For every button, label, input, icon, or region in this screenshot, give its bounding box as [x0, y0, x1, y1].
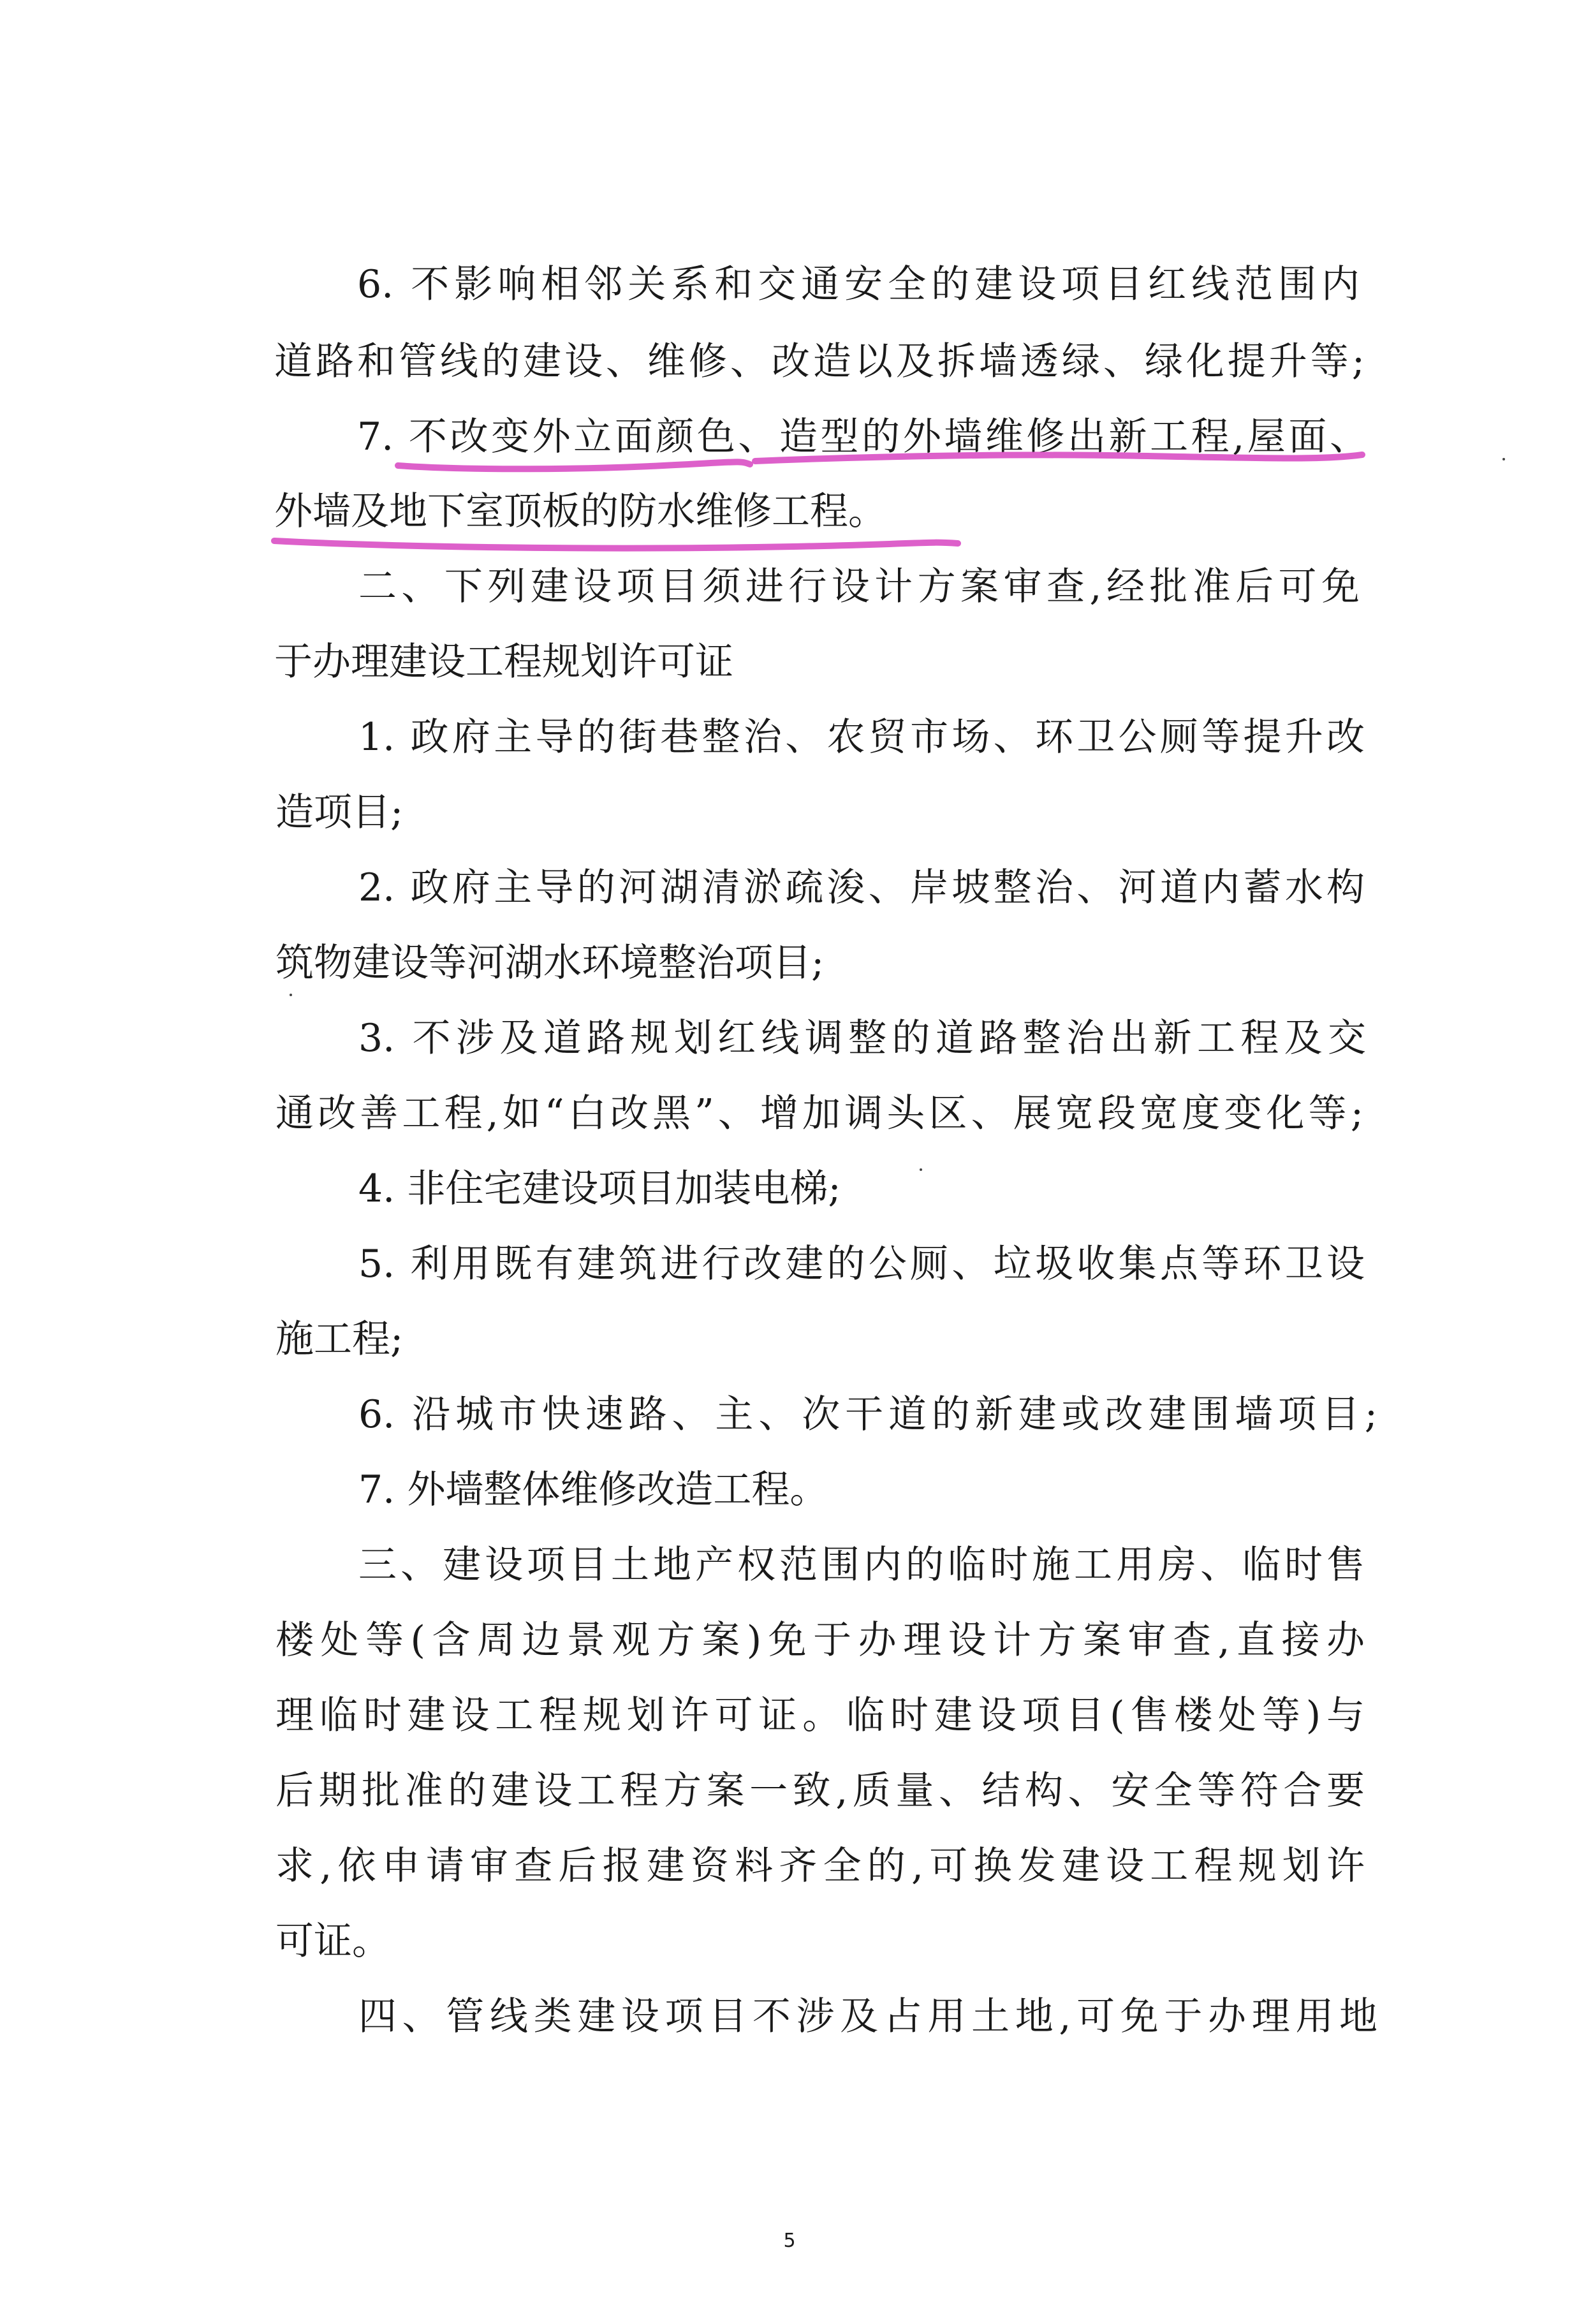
text-line-24: 四、管线类建设项目不涉及占用土地,可免于办理用地	[358, 1994, 1377, 2039]
text-line-19: 楼处等(含周边景观方案)免于办理设计方案审查,直接办	[275, 1618, 1365, 1663]
text-line-23: 可证。	[275, 1919, 390, 1964]
text-line-15: 施工程;	[275, 1317, 404, 1362]
highlight-underline-1	[395, 457, 753, 474]
text-line-1: 6. 不影响相邻关系和交通安全的建设项目红线范围内	[357, 262, 1360, 307]
scan-speck	[290, 994, 292, 996]
text-line-10: 筑物建设等河湖水环境整治项目;	[275, 941, 825, 985]
text-line-21: 后期批准的建设工程方案一致,质量、结构、安全等符合要	[275, 1769, 1365, 1813]
text-line-12: 通改善工程,如“白改黑”、增加调头区、展宽段宽度变化等;	[275, 1091, 1363, 1136]
text-line-4: 外墙及地下室顶板的防水维修工程。	[274, 489, 886, 534]
text-line-22: 求,依申请审查后报建资料齐全的,可换发建设工程规划许	[275, 1844, 1365, 1888]
scan-speck	[1502, 458, 1505, 460]
highlight-underline-2	[753, 450, 1365, 467]
text-line-11: 3. 不涉及道路规划红线调整的道路整治出新工程及交	[358, 1016, 1366, 1061]
text-line-20: 理临时建设工程规划许可证。临时建设项目(售楼处等)与	[275, 1693, 1365, 1738]
text-line-3: 7. 不改变外立面颜色、造型的外墙维修出新工程,屋面、	[357, 415, 1368, 459]
text-line-9: 2. 政府主导的河湖清淤疏浚、岸坡整治、河道内蓄水构	[358, 865, 1365, 910]
text-line-14: 5. 利用既有建筑进行改建的公厕、垃圾收集点等环卫设	[358, 1242, 1365, 1286]
text-line-6: 于办理建设工程规划许可证	[274, 640, 733, 684]
highlight-underline-3	[272, 536, 960, 554]
text-line-5: 二、下列建设项目须进行设计方案审查,经批准后可免	[358, 564, 1360, 609]
text-line-18: 三、建设项目土地产权范围内的临时施工用房、临时售	[358, 1543, 1365, 1587]
text-line-7: 1. 政府主导的街巷整治、农贸市场、环卫公厕等提升改	[358, 715, 1365, 760]
scan-speck	[920, 1168, 922, 1171]
text-line-2: 道路和管线的建设、维修、改造以及拆墙透绿、绿化提升等;	[274, 339, 1365, 384]
text-line-17: 7. 外墙整体维修改造工程。	[358, 1467, 828, 1512]
text-line-16: 6. 沿城市快速路、主、次干道的新建或改建围墙项目;	[358, 1392, 1377, 1437]
page-number: 5	[783, 2230, 796, 2252]
text-line-13: 4. 非住宅建设项目加装电梯;	[358, 1166, 841, 1211]
text-line-8: 造项目;	[275, 790, 404, 835]
